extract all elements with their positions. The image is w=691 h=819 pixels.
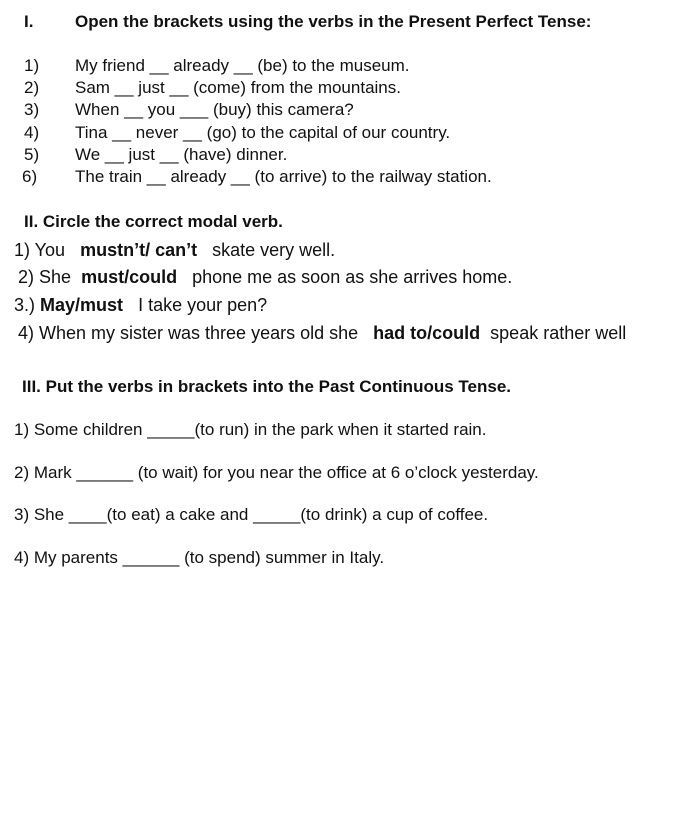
section1-item-text: My friend __ already __ (be) to the museum. <box>75 56 410 75</box>
past-continuous-item: 4) My parents ______ (to spend) summer in Italy. <box>14 548 385 567</box>
modal-item <box>14 295 267 316</box>
section1-item-number: 3) <box>24 100 40 119</box>
modal-item-suffix: speak rather well <box>490 323 627 343</box>
modal-item <box>18 323 626 344</box>
section1-item-number: 4) <box>24 123 40 142</box>
modal-item-prefix: 1) You <box>14 240 66 260</box>
section1-item-text: Sam __ just __ (come) from the mountains. <box>75 78 401 97</box>
section1-item-text: When __ you ___ (buy) this camera? <box>75 100 354 119</box>
section1-item-text: The train __ already __ (to arrive) to the railway station. <box>75 167 492 186</box>
past-continuous-item: 3) She ____(to eat) a cake and _____(to drink) a cup of coffee. <box>14 505 489 524</box>
section3-heading: III. Put the verbs in brackets into the Past Continuous Tense. <box>22 377 511 396</box>
modal-item <box>18 267 512 288</box>
past-continuous-item: 2) Mark ______ (to wait) for you near the office at 6 o’clock yesterday. <box>14 463 539 482</box>
section1-heading: Open the brackets using the verbs in the Present Perfect Tense: <box>75 12 592 31</box>
modal-choice: mustn’t/ can’t <box>80 240 198 260</box>
section1-item-number: 1) <box>24 56 40 75</box>
modal-choice: must/could <box>81 267 178 287</box>
section2-heading: II. Circle the correct modal verb. <box>24 212 283 231</box>
section1-item-text: Tina __ never __ (go) to the capital of our country. <box>75 123 451 142</box>
modal-item-prefix: 3.) <box>14 295 36 315</box>
section1-item-number: 2) <box>24 78 40 97</box>
modal-choice: May/must <box>40 295 124 315</box>
modal-item-prefix: 4) When my sister was three years old she <box>18 323 359 343</box>
section1-item-text: We __ just __ (have) dinner. <box>75 145 288 164</box>
modal-item-suffix: phone me as soon as she arrives home. <box>192 267 513 287</box>
modal-item <box>14 240 335 261</box>
section1-roman-numeral: I. <box>24 12 34 31</box>
modal-item-suffix: I take your pen? <box>138 295 268 315</box>
past-continuous-item: 1) Some children _____(to run) in the park when it started rain. <box>14 420 487 439</box>
modal-choice: had to/could <box>373 323 481 343</box>
section1-item-number: 5) <box>24 145 40 164</box>
modal-item-prefix: 2) She <box>18 267 72 287</box>
section1-item-number: 6) <box>22 167 38 186</box>
modal-item-suffix: skate very well. <box>212 240 336 260</box>
